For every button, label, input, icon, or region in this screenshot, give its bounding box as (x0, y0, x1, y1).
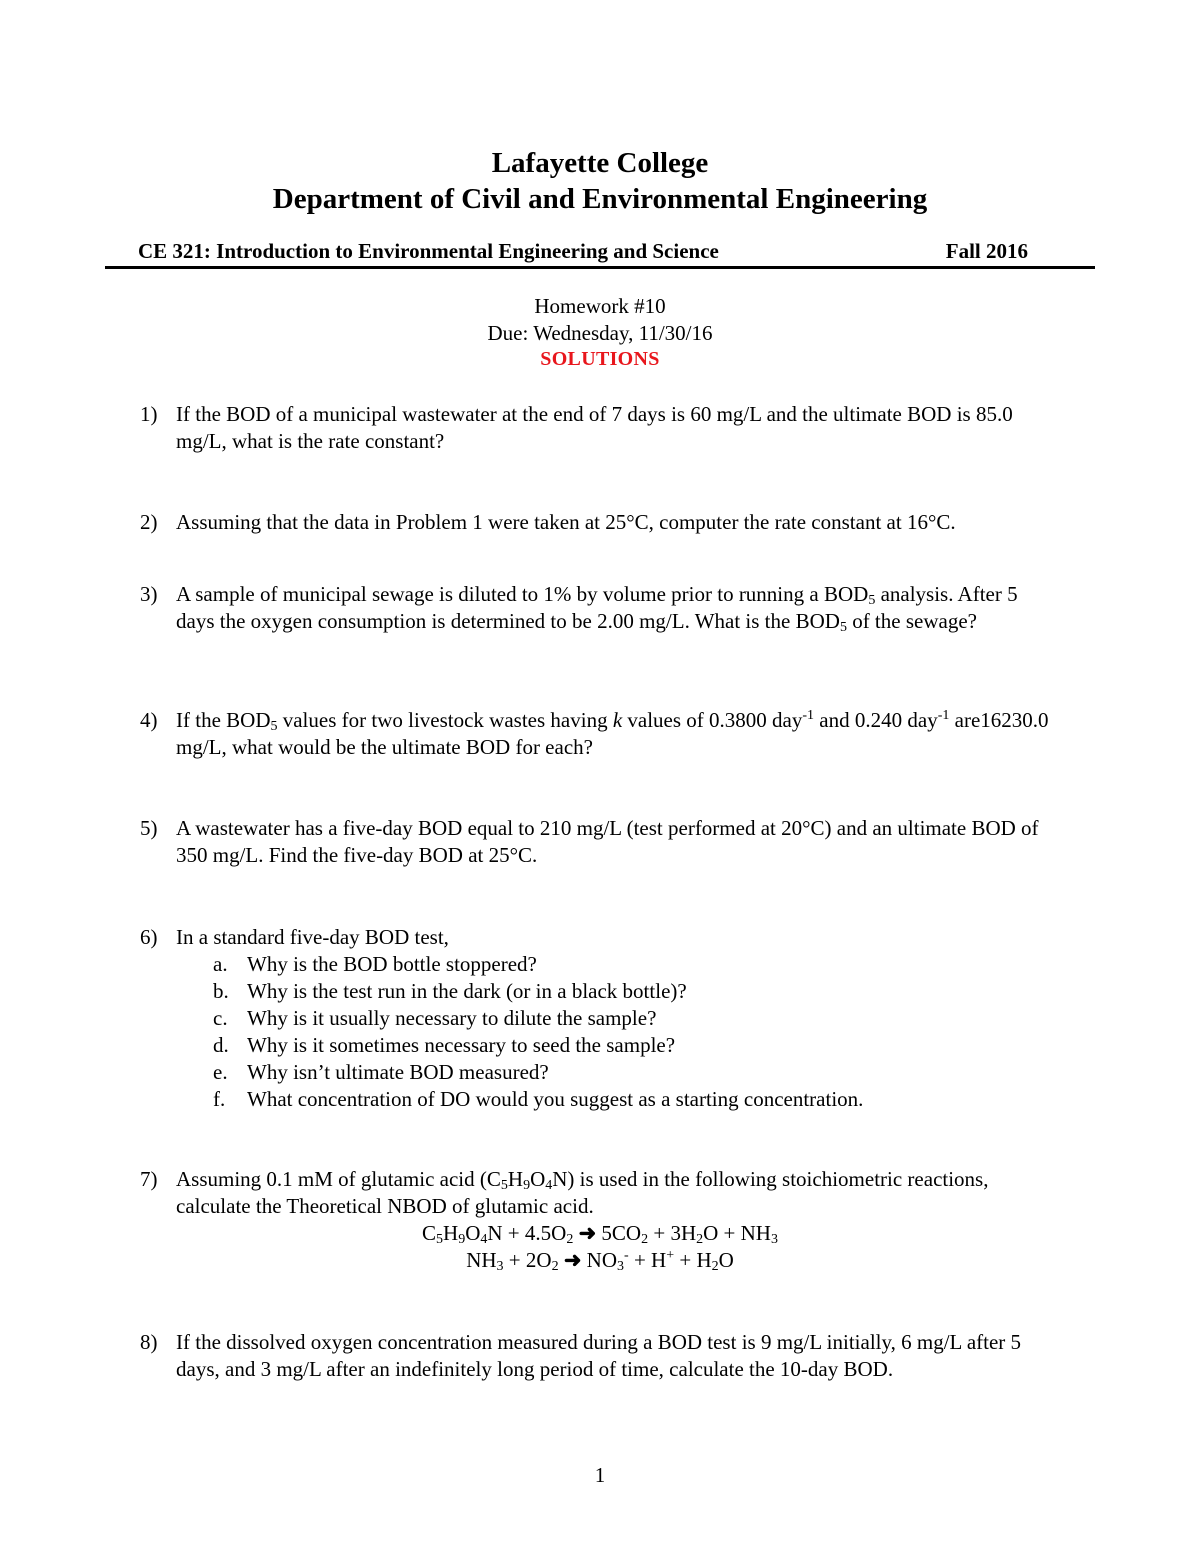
course-title: CE 321: Introduction to Environmental Engineering and Science (138, 239, 719, 263)
problem-number: 4) (140, 708, 158, 732)
sub-question: e. Why isn’t ultimate BOD measured? (213, 1060, 549, 1084)
solutions-label: SOLUTIONS (540, 348, 660, 370)
sub-question: a. Why is the BOD bottle stoppered? (213, 952, 537, 976)
sub-question-list (213, 951, 1060, 1113)
problem-4 (140, 707, 1060, 761)
problem-text: Assuming 0.1 mM of glutamic acid $(C_5H_9O_4N)$ is used in the following stoichiometric reactions, calculate the Theoretical NBOD of glutamic acid. $C_5H_9O_4N + 4.5O_2$ ➜ $5CO_2 + 3H_2O + NH_3$ $NH_3 + 2O_2$ ➜ $NO_3^- + H^+ + H_2O$ (176, 1166, 1060, 1274)
problem-text: A sample of municipal sewage is diluted to 1% by volume prior to running a $BOD_5$ analysis. After 5 days the oxygen consumption is determined to be 2.00 mg/L. What is the $BOD_5$ of the sewage? (176, 582, 1018, 635)
problem-3 (140, 581, 1060, 635)
homework-title: Homework #10 (534, 294, 666, 318)
department-name: Department of Civil and Environmental Engineering (272, 183, 928, 215)
problem-number: 7) (140, 1167, 158, 1191)
problem-6 (140, 924, 1060, 1113)
institution-name: Lafayette College (491, 147, 709, 179)
reaction-equation-2: $NH_3 + 2O_2$ ➜ $NO_3^- + H^+ + H_2O$ (466, 1248, 734, 1274)
due-date: Due: Wednesday, 11/30/16 (487, 321, 713, 345)
problem-number: 6) (140, 925, 158, 949)
sub-question: f. What concentration of DO would you suggest as a starting concentration. (213, 1087, 864, 1111)
problem-5 (140, 815, 1060, 869)
reaction-equation-1: $C_5H_9O_4N + 4.5O_2$ ➜ $5CO_2 + 3H_2O + NH_3$ (422, 1221, 778, 1247)
header-rule (105, 266, 1095, 269)
problem-number: 3) (140, 582, 158, 606)
course-line (138, 238, 1028, 265)
sub-question: d. Why is it sometimes necessary to seed the sample? (213, 1033, 676, 1057)
problem-number: 1) (140, 402, 158, 426)
problem-2 (140, 509, 1060, 536)
problem-number: 8) (140, 1330, 158, 1354)
problem-7 (140, 1166, 1060, 1274)
problem-text: Assuming that the data in Problem 1 were taken at 25°C, computer the rate constant at 16°C. (176, 510, 956, 534)
problem-1 (140, 401, 1060, 455)
problem-8 (140, 1329, 1060, 1383)
sub-question: c. Why is it usually necessary to dilute the sample? (213, 1006, 657, 1030)
problem-number: 5) (140, 816, 158, 840)
problem-text: A wastewater has a five-day BOD equal to 210 mg/L (test performed at 20°C) and an ultimate BOD of 350 mg/L. Find the five-day BOD at 25°C. (176, 816, 1039, 867)
problem-number: 2) (140, 510, 158, 534)
problem-text: If the $BOD_5$ values for two livestock wastes having k values of 0.3800 day$^{-1}$ and 0.240 day$^{-1}$ are16230.0 mg/L, what would be the ultimate BOD for each? (176, 708, 1049, 759)
problem-text: If the BOD of a municipal wastewater at the end of 7 days is 60 mg/L and the ultimate BOD is 85.0 mg/L, what is the rate constant? (176, 402, 1013, 453)
course-term: Fall 2016 (945, 239, 1028, 263)
sub-question: b. Why is the test run in the dark (or in a black bottle)? (213, 979, 687, 1003)
page-number: 1 (594, 1463, 606, 1487)
problem-text: If the dissolved oxygen concentration measured during a BOD test is 9 mg/L initially, 6 mg/L after 5 days, and 3 mg/L after an indefinitely long period of time, calculate the 10-day BOD. (176, 1330, 1022, 1381)
problem-text: In a standard five-day BOD test, (176, 925, 449, 949)
